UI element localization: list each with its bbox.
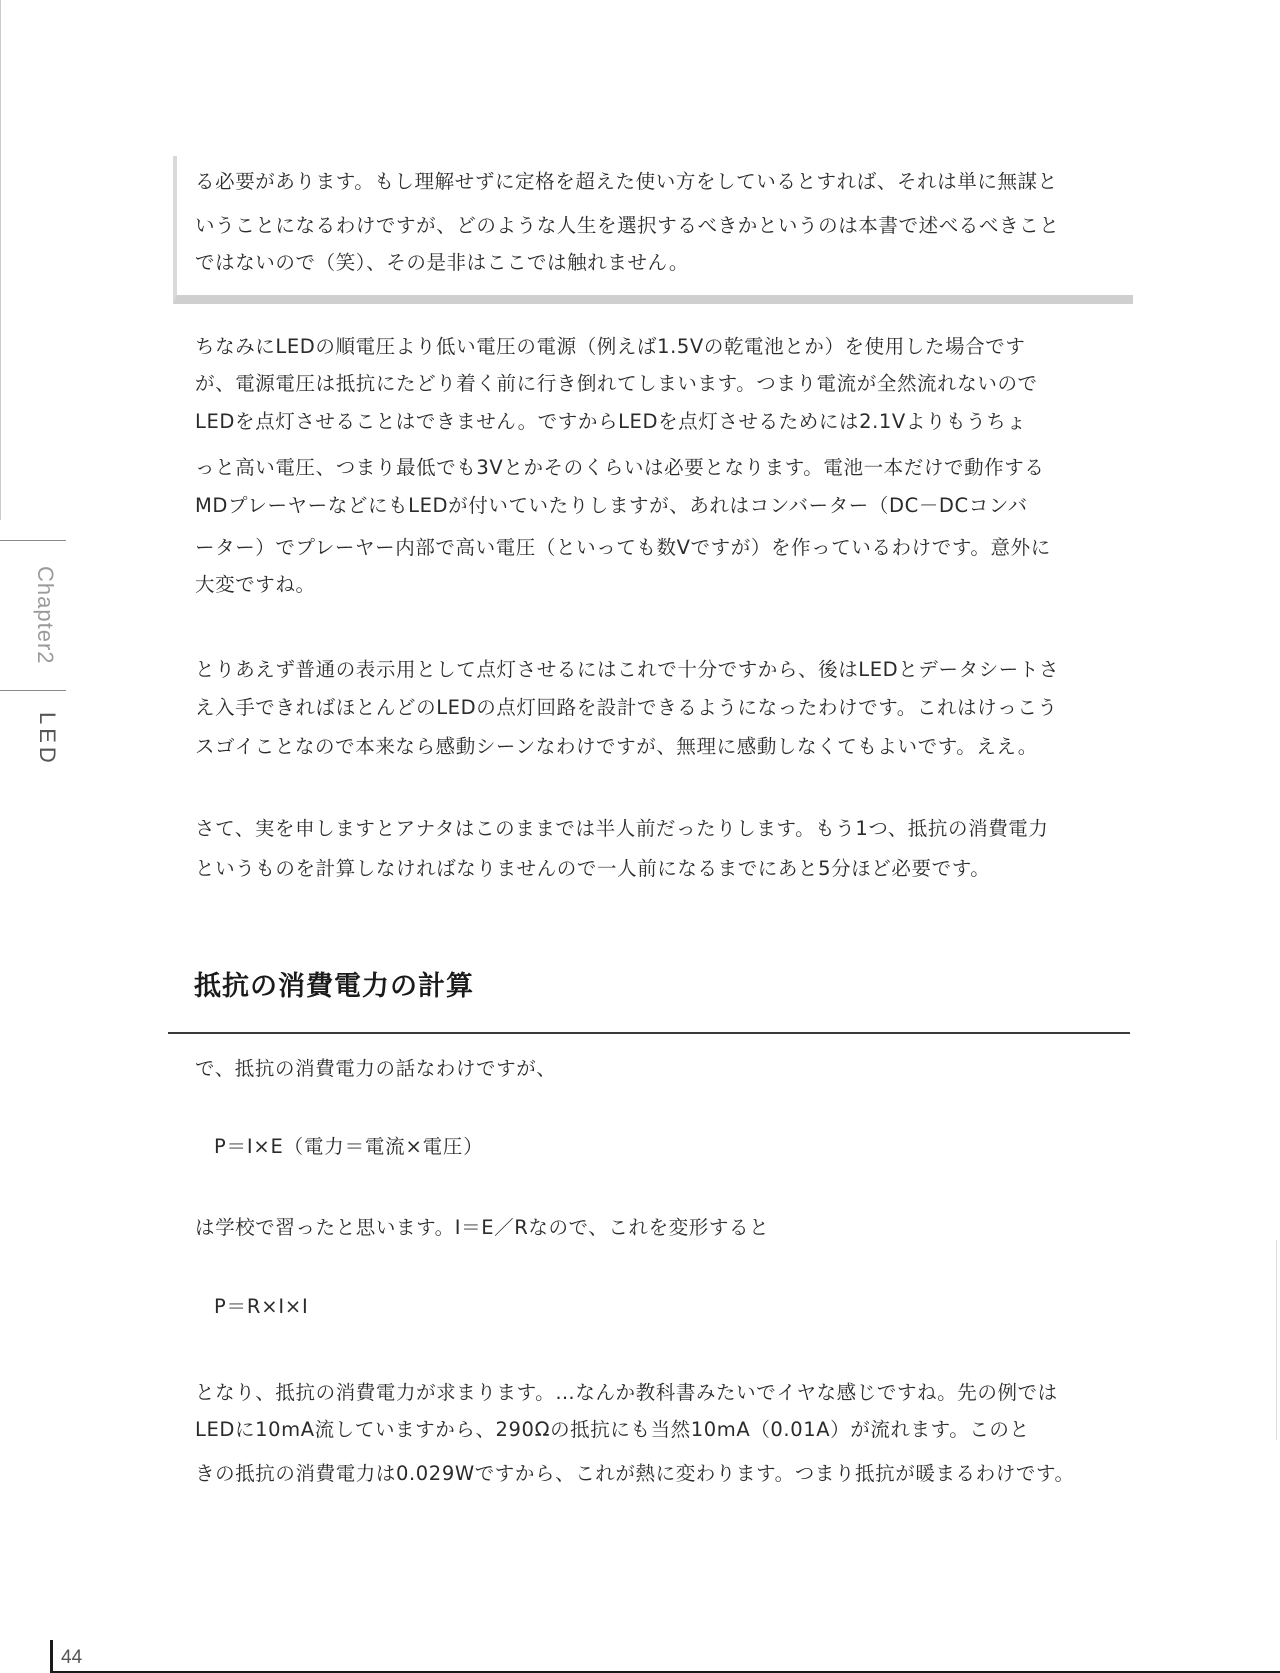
note-line: いうことになるわけですが、どのような人生を選択するべきかというのは本書で述べるべきこと <box>195 214 1060 237</box>
paragraph-line: は学校で習ったと思います。I＝E／Rなので、これを変形すると <box>195 1216 770 1239</box>
paragraph-line: ちなみにLEDの順電圧より低い電圧の電源（例えば1.5Vの乾電池とか）を使用した場合です <box>195 335 1026 358</box>
page-left-edge <box>0 0 1 520</box>
paragraph-line: っと高い電圧、つまり最低でも3Vとかそのくらいは必要となります。電池一本だけで動作する <box>195 456 1045 479</box>
side-tab-rule <box>0 540 66 541</box>
paragraph-line: LEDに10mA流していますから、290Ωの抵抗にも当然10mA（0.01A）が流れます。このと <box>195 1418 1030 1441</box>
paragraph-line: ーター）でプレーヤー内部で高い電圧（といっても数Vですが）を作っているわけです。意外に <box>195 536 1051 559</box>
paragraph-line: となり、抵抗の消費電力が求まります。…なんか教科書みたいでイヤな感じですね。先の例では <box>195 1381 1058 1404</box>
page-right-edge <box>1276 1240 1277 1440</box>
paragraph-line: LEDを点灯させることはできません。ですからLEDを点灯させるためには2.1Vよりもうちょ <box>195 410 1027 433</box>
paragraph-line: スゴイことなので本来なら感動シーンなわけですが、無理に感動しなくてもよいです。ええ。 <box>195 735 1038 758</box>
page-number: 44 <box>61 1647 83 1668</box>
paragraph-line: とりあえず普通の表示用として点灯させるにはこれで十分ですから、後はLEDとデータシートさ <box>195 658 1060 681</box>
paragraph-line: さて、実を申しますとアナタはこのままでは半人前だったりします。もう1つ、抵抗の消費電力 <box>195 817 1049 840</box>
paragraph-line: MDプレーヤーなどにもLEDが付いていたりしますが、あれはコンバーター（DC－DCコンバ <box>195 494 1028 517</box>
paragraph-line: で、抵抗の消費電力の話なわけですが、 <box>195 1057 557 1080</box>
paragraph-line: 大変ですね。 <box>195 573 316 596</box>
paragraph-line: え入手できればほとんどのLEDの点灯回路を設計できるようになったわけです。これはけっこう <box>195 696 1058 719</box>
paragraph-line: が、電源電圧は抵抗にたどり着く前に行き倒れてしまいます。つまり電流が全然流れないので <box>195 372 1038 395</box>
folio-rule <box>50 1640 53 1673</box>
note-line: ではないので（笑）、その是非はここでは触れません。 <box>195 251 689 274</box>
side-topic-label: LED <box>35 712 60 767</box>
note-line: る必要があります。もし理解せずに定格を超えた使い方をしているとすれば、それは単に無謀と <box>195 170 1058 193</box>
section-heading: 抵抗の消費電力の計算 <box>194 971 474 1002</box>
side-tab-rule <box>0 690 66 691</box>
formula-resistor-power: P＝R×I×I <box>214 1295 309 1318</box>
heading-underline <box>168 1032 1130 1034</box>
side-chapter-label: Chapter2 <box>33 566 58 665</box>
formula-power: P＝I×E（電力＝電流×電圧） <box>214 1135 484 1158</box>
paragraph-line: きの抵抗の消費電力は0.029Wですから、これが熱に変わります。つまり抵抗が暖まるわけです。 <box>195 1462 1075 1485</box>
paragraph-line: というものを計算しなければなりませんので一人前になるまでにあと5分ほど必要です。 <box>195 857 991 880</box>
